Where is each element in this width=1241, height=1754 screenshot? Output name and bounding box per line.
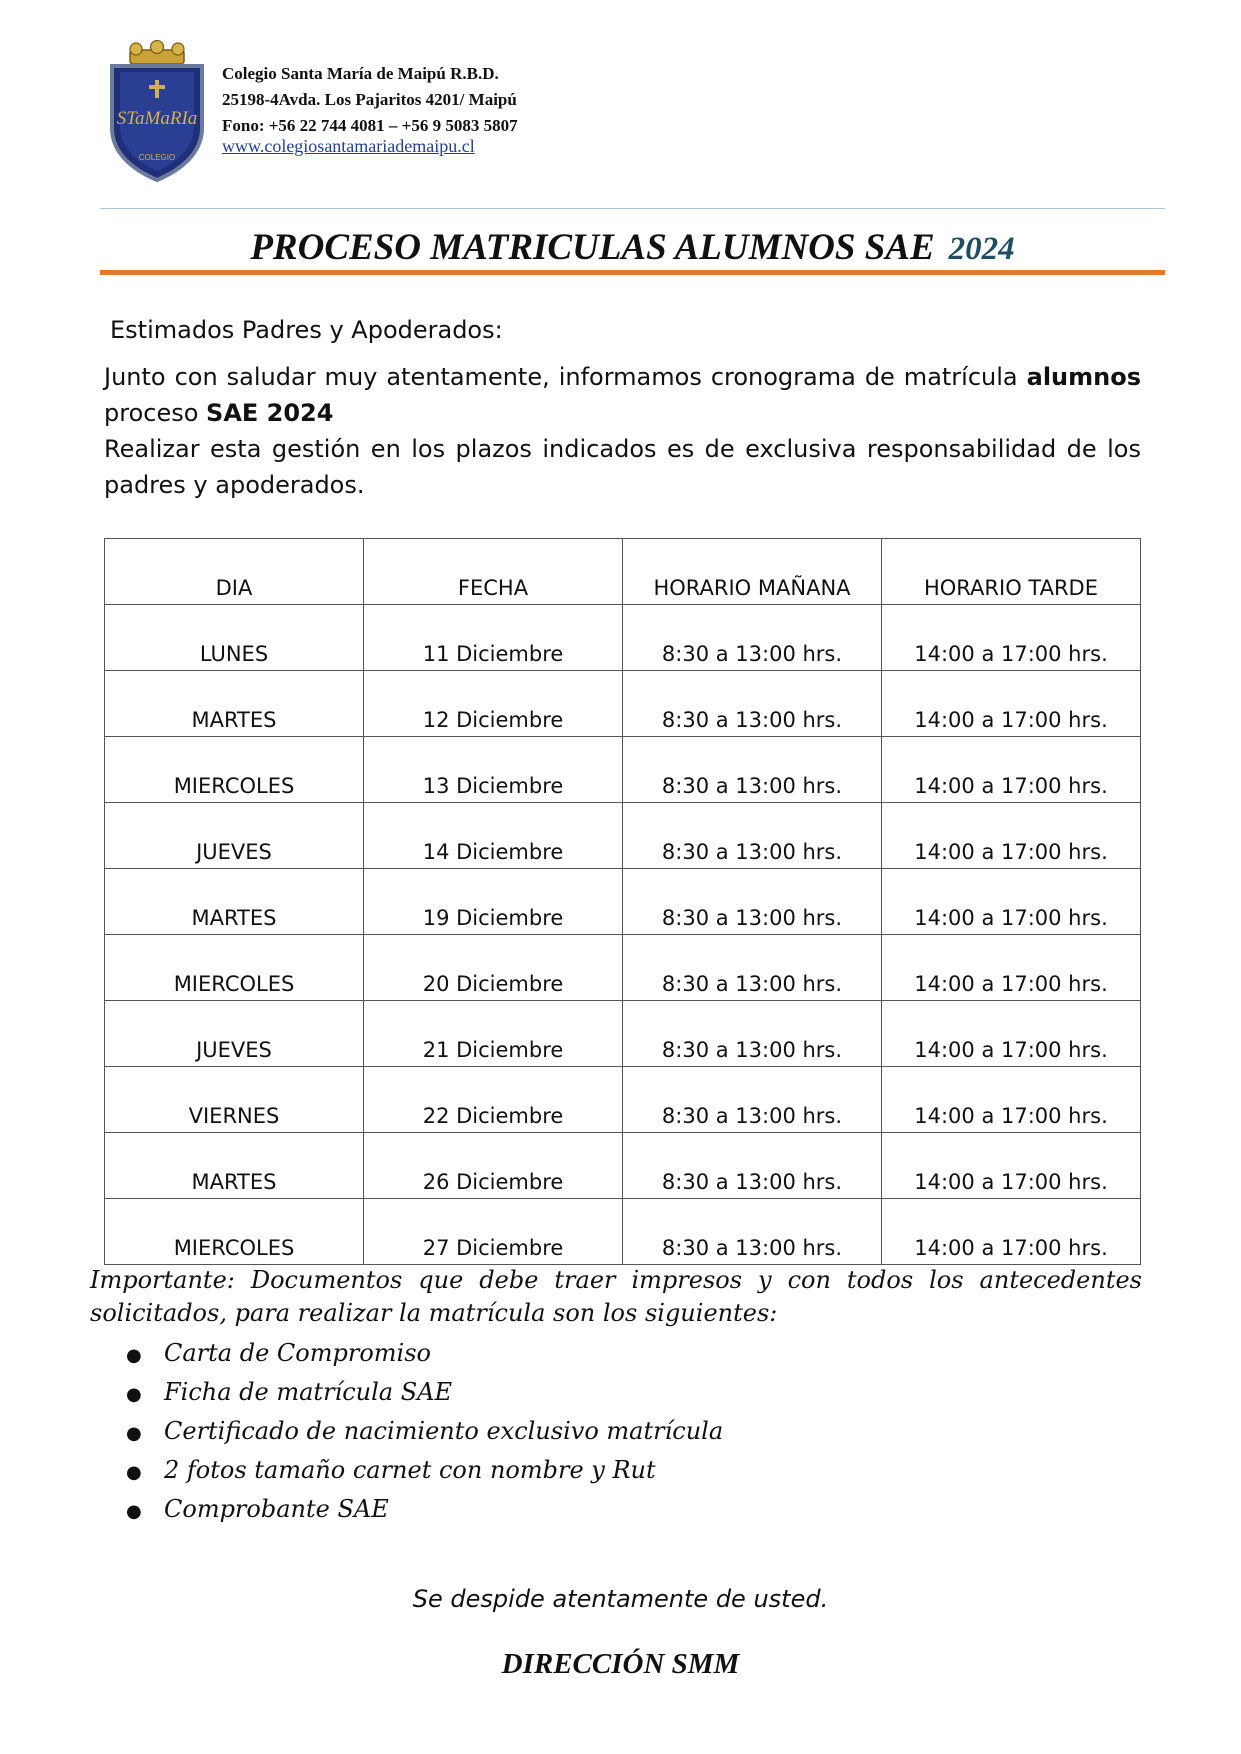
cell-fecha: 21 Diciembre xyxy=(364,1001,623,1067)
header-horario-tarde: HORARIO TARDE xyxy=(882,539,1141,605)
cell-manana: 8:30 a 13:00 hrs. xyxy=(623,1067,882,1133)
cell-dia: MIERCOLES xyxy=(105,1199,364,1265)
logo-text: STaMaRIa xyxy=(116,108,198,129)
cell-tarde: 14:00 a 17:00 hrs. xyxy=(882,671,1141,737)
table-row xyxy=(105,671,1141,737)
document-label: 2 fotos tamaño carnet con nombre y Rut xyxy=(164,1456,656,1484)
cell-dia: MIERCOLES xyxy=(105,737,364,803)
cell-tarde: 14:00 a 17:00 hrs. xyxy=(882,1133,1141,1199)
table-row xyxy=(105,935,1141,1001)
intro-line-1-bold: alumnos xyxy=(1026,363,1141,391)
cell-manana: 8:30 a 13:00 hrs. xyxy=(623,1133,882,1199)
cell-manana: 8:30 a 13:00 hrs. xyxy=(623,605,882,671)
school-logo xyxy=(106,40,208,182)
cell-fecha: 27 Diciembre xyxy=(364,1199,623,1265)
important-note: Importante: Documentos que debe traer impresos y con todos los antecedentes solicitados, para realizar la matrícula son los siguientes: xyxy=(90,1266,1142,1327)
title-main: PROCESO MATRICULAS ALUMNOS SAE xyxy=(250,227,935,268)
title-year: 2024 xyxy=(948,231,1015,267)
cell-dia: MARTES xyxy=(105,671,364,737)
table-row xyxy=(105,803,1141,869)
bullet-icon: ● xyxy=(126,1384,142,1405)
signature: DIRECCIÓN SMM xyxy=(501,1648,740,1680)
cell-dia: JUEVES xyxy=(105,1001,364,1067)
cell-dia: MARTES xyxy=(105,869,364,935)
cell-fecha: 11 Diciembre xyxy=(364,605,623,671)
cell-tarde: 14:00 a 17:00 hrs. xyxy=(882,869,1141,935)
cell-manana: 8:30 a 13:00 hrs. xyxy=(623,737,882,803)
table-row xyxy=(105,1133,1141,1199)
header-divider xyxy=(100,208,1165,209)
intro-line-2-bold: SAE 2024 xyxy=(206,399,334,427)
logo-subtext: COLEGIO xyxy=(138,153,176,162)
intro-line-2-text: proceso xyxy=(104,399,207,427)
list-item xyxy=(126,1491,723,1530)
school-website-link[interactable]: www.colegiosantamariademaipu.cl xyxy=(222,136,475,156)
cell-fecha: 22 Diciembre xyxy=(364,1067,623,1133)
document-label: Certificado de nacimiento exclusivo matrícula xyxy=(164,1417,724,1445)
intro-line-4: padres y apoderados. xyxy=(104,471,365,499)
cell-dia: JUEVES xyxy=(105,803,364,869)
intro-line-2 xyxy=(104,395,1141,431)
farewell-text: Se despide atentamente de usted. xyxy=(412,1585,829,1613)
cell-manana: 8:30 a 13:00 hrs. xyxy=(623,803,882,869)
document-label: Ficha de matrícula SAE xyxy=(164,1378,453,1406)
cell-tarde: 14:00 a 17:00 hrs. xyxy=(882,803,1141,869)
bullet-icon: ● xyxy=(126,1423,142,1444)
table-row xyxy=(105,1067,1141,1133)
cell-tarde: 14:00 a 17:00 hrs. xyxy=(882,605,1141,671)
cell-tarde: 14:00 a 17:00 hrs. xyxy=(882,1199,1141,1265)
cell-manana: 8:30 a 13:00 hrs. xyxy=(623,869,882,935)
school-address: 25198-4Avda. Los Pajaritos 4201/ Maipú xyxy=(222,90,517,109)
table-row xyxy=(105,1001,1141,1067)
cell-dia: MARTES xyxy=(105,1133,364,1199)
bullet-icon: ● xyxy=(126,1345,142,1366)
intro-line-1-text: Junto con saludar muy atentamente, informamos cronograma de matrícula xyxy=(104,363,1027,391)
table-row xyxy=(105,737,1141,803)
greeting: Estimados Padres y Apoderados: xyxy=(110,316,503,344)
list-item xyxy=(126,1374,723,1413)
cell-dia: VIERNES xyxy=(105,1067,364,1133)
header-horario-manana: HORARIO MAÑANA xyxy=(623,539,882,605)
intro-line-1 xyxy=(104,359,1141,395)
intro-paragraph xyxy=(104,359,1141,503)
bullet-icon: ● xyxy=(126,1501,142,1522)
document-label: Comprobante SAE xyxy=(164,1495,389,1523)
bullet-icon: ● xyxy=(126,1462,142,1483)
school-phone: Fono: +56 22 744 4081 – +56 9 5083 5807 xyxy=(222,116,518,135)
documents-list xyxy=(126,1335,723,1530)
table-row xyxy=(105,605,1141,671)
table-row xyxy=(105,869,1141,935)
table-row xyxy=(105,1199,1141,1265)
cell-manana: 8:30 a 13:00 hrs. xyxy=(623,1001,882,1067)
page-title xyxy=(100,226,1165,269)
cell-dia: LUNES xyxy=(105,605,364,671)
intro-line-3: Realizar esta gestión en los plazos indicados es de exclusiva responsabilidad de los xyxy=(104,435,1141,463)
cell-fecha: 14 Diciembre xyxy=(364,803,623,869)
school-name: Colegio Santa María de Maipú R.B.D. xyxy=(222,64,499,83)
cell-manana: 8:30 a 13:00 hrs. xyxy=(623,935,882,1001)
school-crest-icon xyxy=(106,40,208,182)
list-item xyxy=(126,1335,723,1374)
table-header-row xyxy=(105,539,1141,605)
cell-manana: 8:30 a 13:00 hrs. xyxy=(623,1199,882,1265)
cell-fecha: 12 Diciembre xyxy=(364,671,623,737)
schedule-table xyxy=(104,538,1141,1265)
list-item xyxy=(126,1452,723,1491)
title-underline xyxy=(100,270,1165,275)
list-item xyxy=(126,1413,723,1452)
header-fecha: FECHA xyxy=(364,539,623,605)
cell-dia: MIERCOLES xyxy=(105,935,364,1001)
document-label: Carta de Compromiso xyxy=(164,1339,431,1367)
header-dia: DIA xyxy=(105,539,364,605)
cell-tarde: 14:00 a 17:00 hrs. xyxy=(882,935,1141,1001)
cell-tarde: 14:00 a 17:00 hrs. xyxy=(882,737,1141,803)
cell-fecha: 13 Diciembre xyxy=(364,737,623,803)
cell-manana: 8:30 a 13:00 hrs. xyxy=(623,671,882,737)
cell-fecha: 19 Diciembre xyxy=(364,869,623,935)
cell-fecha: 26 Diciembre xyxy=(364,1133,623,1199)
cell-tarde: 14:00 a 17:00 hrs. xyxy=(882,1067,1141,1133)
cell-tarde: 14:00 a 17:00 hrs. xyxy=(882,1001,1141,1067)
cell-fecha: 20 Diciembre xyxy=(364,935,623,1001)
